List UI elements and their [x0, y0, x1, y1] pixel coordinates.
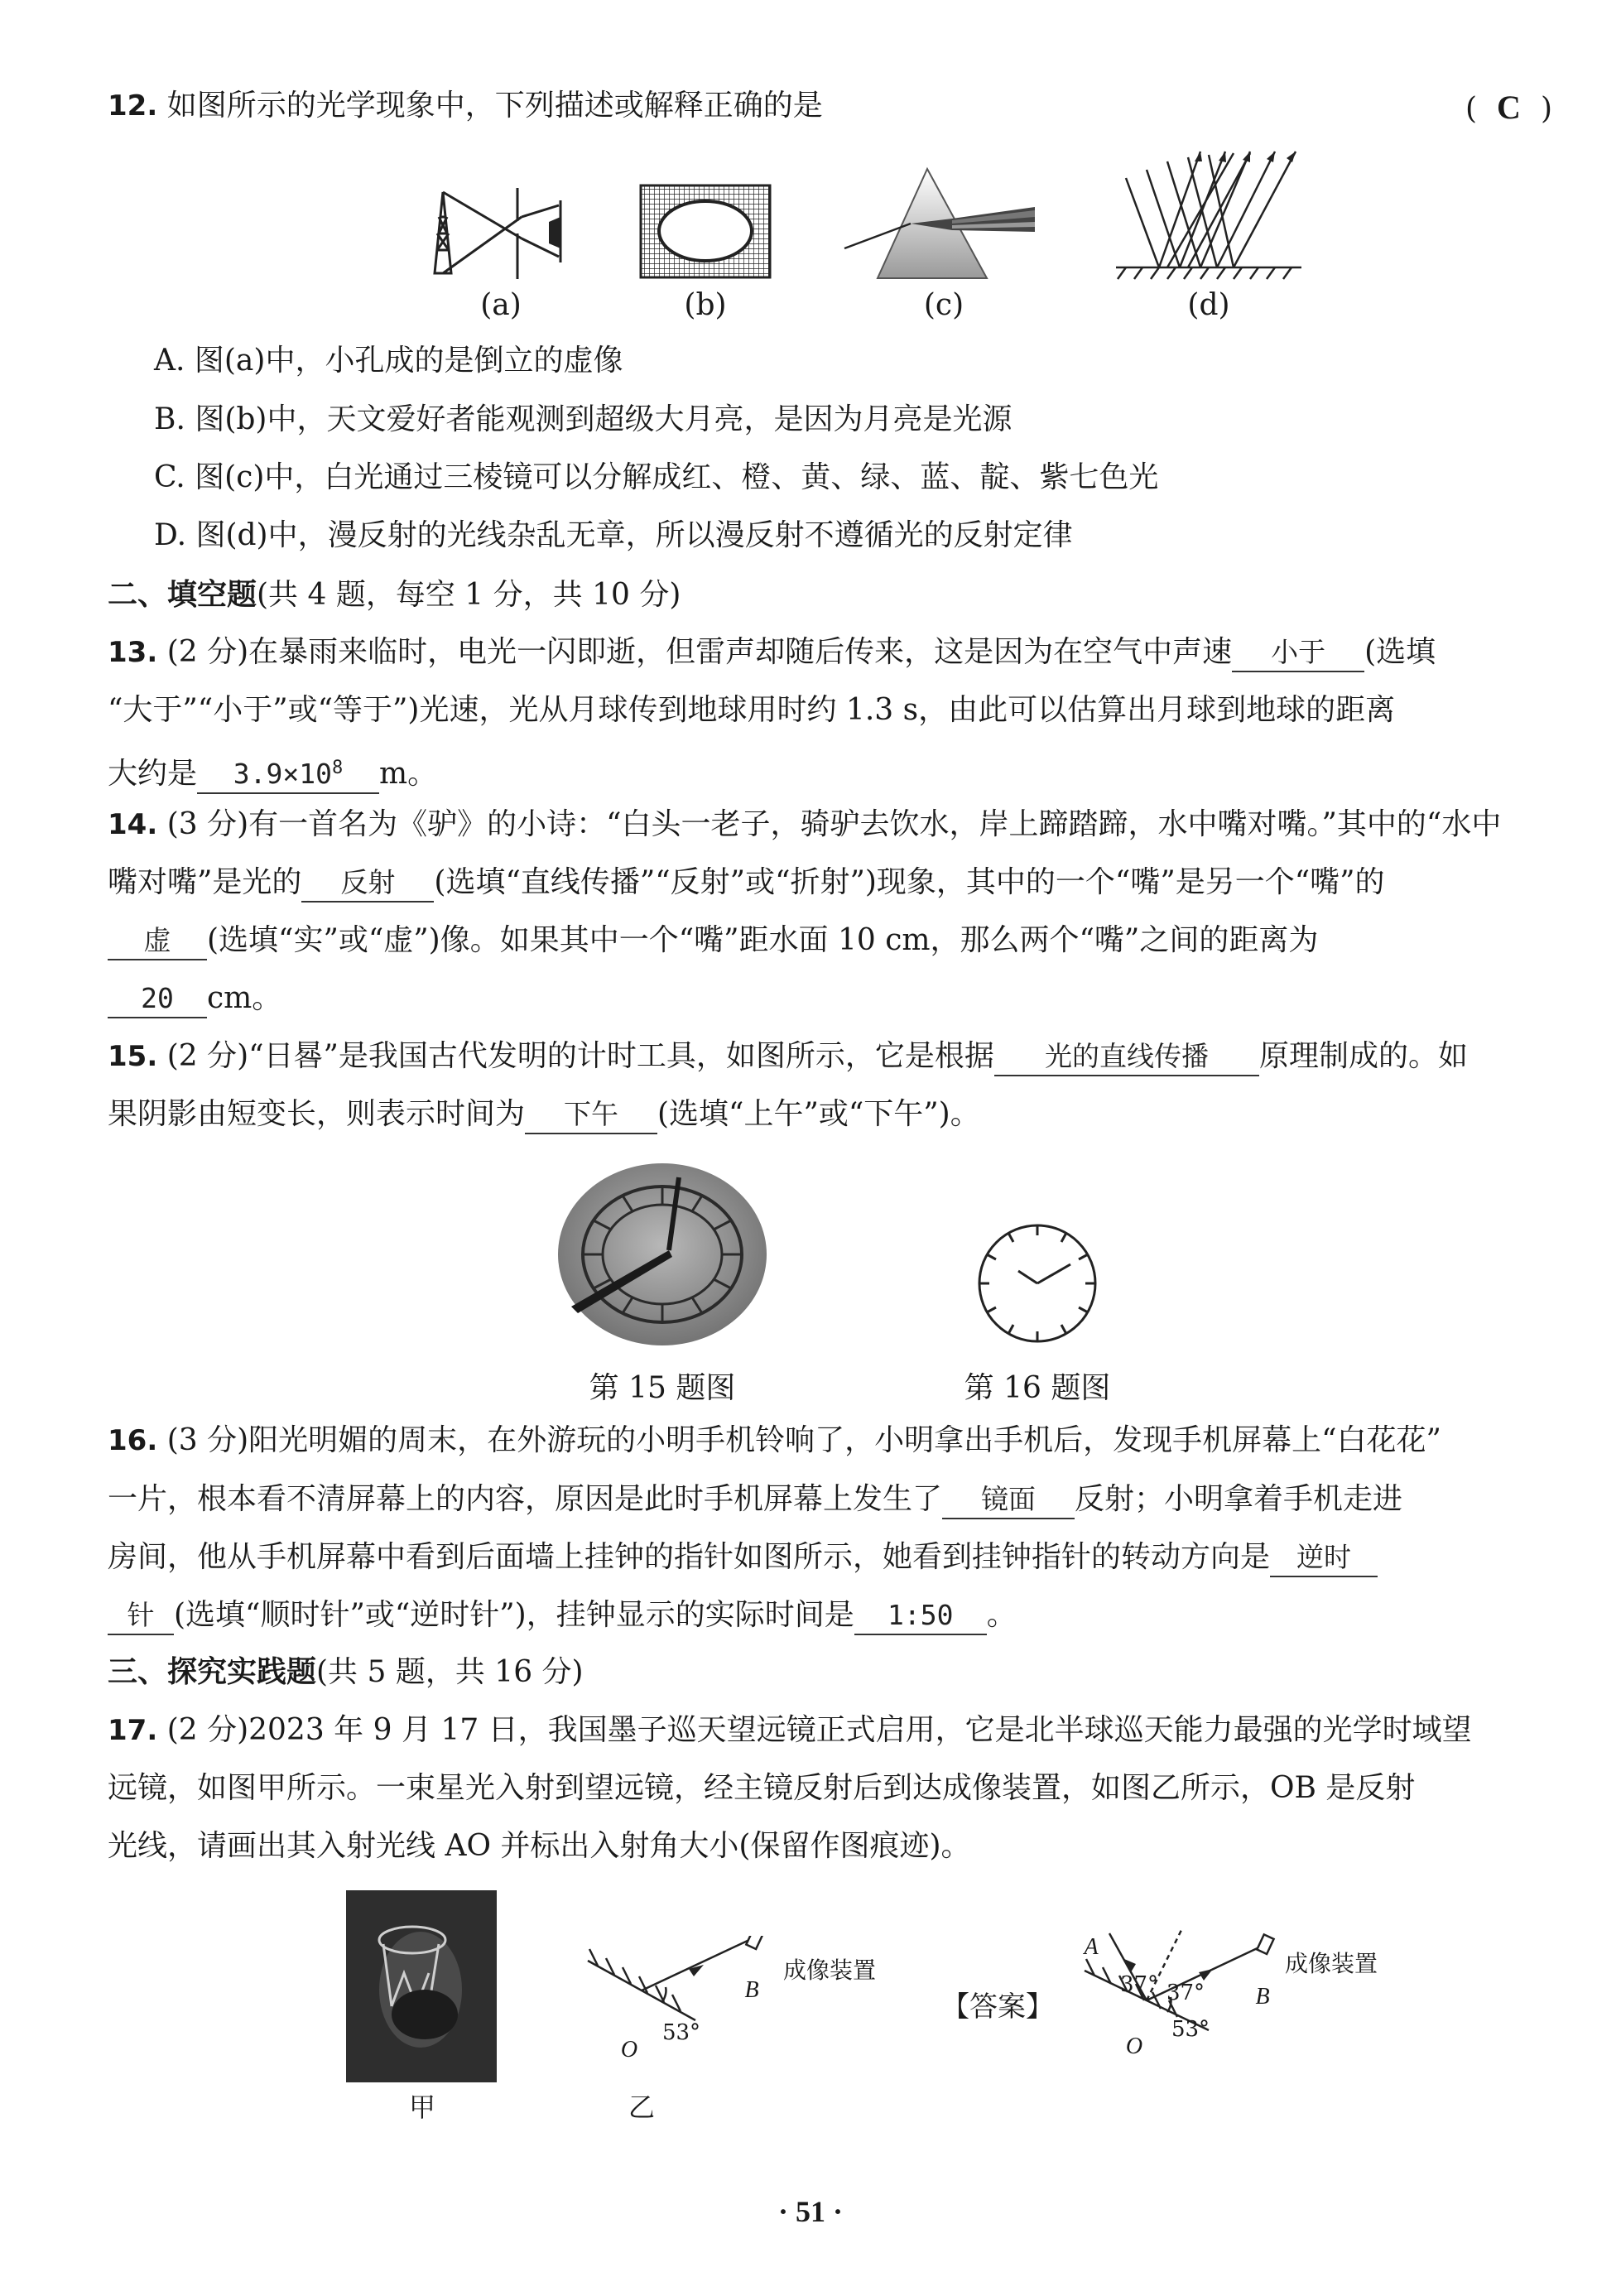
q17-answer-label-o: O — [1125, 2034, 1143, 2059]
q13-blank-2-exponent: 8 — [332, 758, 344, 778]
q13-line-1 — [108, 634, 1436, 672]
q15-text-2a: 果阴影由短变长，则表示时间为 — [108, 1097, 526, 1131]
q17-yi-label-o: O — [620, 2037, 638, 2063]
q16-text-4a: (选填“顺时针”或“逆时针”)，挂钟显示的实际时间是 — [174, 1598, 854, 1632]
q12-answer-bracket: ( C ) — [1465, 89, 1552, 126]
section-2-note: (共 4 题，每空 1 分，共 10 分) — [257, 578, 681, 612]
q12-option-a: A. 图(a)中，小孔成的是倒立的虚像 — [154, 344, 623, 378]
q16-text-2b: 反射；小明拿着手机走进 — [1075, 1482, 1403, 1516]
q15-text-2b: (选填“上午”或“下午”)。 — [657, 1097, 980, 1131]
q17-yi-label-b: B — [744, 1977, 759, 2003]
q16-blank-2a: 逆时 — [1270, 1539, 1378, 1577]
q12-figure-d-label: (d) — [1187, 288, 1230, 322]
q17-answer-label-b: B — [1255, 1984, 1270, 2010]
q15-number: 15. — [108, 1040, 158, 1073]
q17-yi-device-label: 成像装置 — [782, 1957, 876, 1984]
q13-blank-2-base: 3.9×10 — [233, 758, 332, 790]
q13-text-3b: m。 — [379, 757, 438, 791]
q14-number: 14. — [108, 808, 158, 841]
fig16-clock — [975, 1221, 1099, 1345]
q13-line-3 — [108, 750, 437, 794]
section-3-heading — [108, 1654, 584, 1691]
q16-line-2 — [108, 1481, 1402, 1519]
q16-line-1 — [108, 1422, 1441, 1459]
q14-text-2a: 嘴对嘴”是光的 — [108, 865, 302, 899]
section-2-heading — [108, 577, 681, 614]
q14-blank-2: 虚 — [108, 922, 207, 960]
q17-line-2: 远镜，如图甲所示。一束星光入射到望远镜，经主镜反射后到达成像装置，如图乙所示，OB 是反射 — [108, 1771, 1416, 1805]
q17-yi-angle-53: 53° — [661, 2020, 701, 2045]
q14-line-1 — [108, 806, 1501, 843]
q14-line-3 — [108, 922, 1318, 960]
q13-blank-1: 小于 — [1232, 634, 1364, 672]
q15-text-1b: 原理制成的。如 — [1258, 1039, 1468, 1073]
q16-line-4 — [108, 1597, 1017, 1635]
q12-option-d: D. 图(d)中，漫反射的光线杂乱无章，所以漫反射不遵循光的反射定律 — [154, 518, 1073, 552]
q12-figure-a-label: (a) — [480, 288, 522, 322]
fig15-caption: 第 15 题图 — [589, 1371, 736, 1405]
q16-blank-3: 1:50 — [854, 1597, 987, 1635]
q17-line-1 — [108, 1712, 1472, 1749]
q12-option-c: C. 图(c)中，白光通过三棱镜可以分解成红、橙、黄、绿、蓝、靛、紫七色光 — [154, 460, 1159, 494]
q17-answer-label-a: A — [1084, 1934, 1099, 1960]
q12-stem: 如图所示的光学现象中，下列描述或解释正确的是 — [166, 89, 823, 123]
q14-text-3: (选填“实”或“虚”)像。如果其中一个“嘴”距水面 10 cm，那么两个“嘴”之间的距离为 — [207, 923, 1319, 957]
fig16-caption: 第 16 题图 — [964, 1371, 1111, 1405]
q15-text-1a: (2 分)“日晷”是我国古代发明的计时工具，如图所示，它是根据 — [166, 1039, 994, 1073]
q12-option-b: B. 图(b)中，天文爱好者能观测到超级大月亮，是因为月亮是光源 — [154, 402, 1013, 436]
section-2-title: 二、填空题 — [108, 578, 257, 612]
q17-line-3: 光线，请画出其入射光线 AO 并标出入射角大小(保留作图痕迹)。 — [108, 1829, 971, 1863]
q17-answer-device-label: 成像装置 — [1284, 1950, 1378, 1977]
q12-figure-c-label: (c) — [923, 288, 964, 322]
fig15-sundial — [555, 1159, 770, 1350]
q16-text-4b: 。 — [986, 1598, 1017, 1632]
q17-answer-angle-53: 53° — [1171, 2017, 1210, 2042]
q14-text-1: (3 分)有一首名为《驴》的小诗：“白头一老子，骑驴去饮水，岸上蹄踏蹄，水中嘴对嘴。”其中的“水中 — [166, 807, 1502, 841]
q16-line-3 — [108, 1539, 1378, 1577]
q14-line-4 — [108, 980, 281, 1018]
q17-figure-yi-label: 乙 — [628, 2091, 655, 2123]
q13-line-2: “大于”“小于”或“等于”)光速，光从月球传到地球用时约 1.3 s，由此可以估算出月球到地球的距离 — [108, 693, 1396, 727]
q12-figure-b-label: (b) — [684, 288, 727, 322]
q13-text-1b: (选填 — [1364, 635, 1436, 669]
q13-text-1a: (2 分)在暴雨来临时，电光一闪即逝，但雷声却随后传来，这是因为在空气中声速 — [166, 635, 1233, 669]
q12-stem-line — [108, 88, 823, 124]
page-number: · 51 · — [777, 2195, 843, 2228]
q17-answer-angle-37-reflect: 37° — [1166, 1981, 1205, 2005]
q16-text-3a: 房间，他从手机屏幕中看到后面墙上挂钟的指针如图所示，她看到挂钟指针的转动方向是 — [108, 1540, 1271, 1574]
q15-blank-2: 下午 — [525, 1096, 657, 1134]
section-3-title: 三、探究实践题 — [108, 1655, 317, 1689]
q13-text-3a: 大约是 — [108, 757, 198, 791]
q16-text-2a: 一片，根本看不清屏幕上的内容，原因是此时手机屏幕上发生了 — [108, 1482, 943, 1516]
q16-number: 16. — [108, 1424, 158, 1457]
q14-text-2b: (选填“直线传播”“反射”或“折射”)现象，其中的一个“嘴”是另一个“嘴”的 — [434, 865, 1385, 899]
q12-answer: C — [1497, 89, 1521, 126]
q12-figure-d-diffuse — [1109, 145, 1308, 286]
section-3-note: (共 5 题，共 16 分) — [316, 1655, 584, 1689]
q16-blank-1: 镜面 — [942, 1481, 1075, 1519]
q17-text-1: (2 分)2023 年 9 月 17 日，我国墨子巡天望远镜正式启用，它是北半球巡天能力最强的光学时域望 — [166, 1713, 1472, 1747]
q14-text-4: cm。 — [207, 981, 282, 1015]
q15-line-1 — [108, 1038, 1468, 1076]
q17-figure-jia-label: 甲 — [408, 2091, 435, 2123]
q17-figure-jia-telescope-photo — [346, 1890, 497, 2082]
q14-line-2 — [108, 864, 1385, 903]
q12-figure-b-moon — [639, 184, 772, 279]
q14-blank-3: 20 — [108, 980, 207, 1018]
q12-figure-c-prism — [836, 164, 1043, 284]
q12-number: 12. — [108, 89, 158, 123]
q17-answer-tag: 【答案】 — [941, 1990, 1054, 2024]
q14-blank-1: 反射 — [301, 864, 434, 903]
q13-number: 13. — [108, 636, 158, 669]
q15-blank-1: 光的直线传播 — [994, 1038, 1259, 1076]
q17-answer-angle-37-incident: 37° — [1119, 1972, 1159, 1997]
q15-line-2 — [108, 1096, 980, 1134]
q16-text-1: (3 分)阳光明媚的周末，在外游玩的小明手机铃响了，小明拿出手机后，发现手机屏幕上“白花花” — [166, 1423, 1441, 1457]
q13-blank-2 — [197, 750, 379, 794]
q12-figure-a-pinhole — [418, 184, 575, 283]
q17-number: 17. — [108, 1714, 158, 1747]
q16-blank-2b: 针 — [108, 1597, 174, 1635]
